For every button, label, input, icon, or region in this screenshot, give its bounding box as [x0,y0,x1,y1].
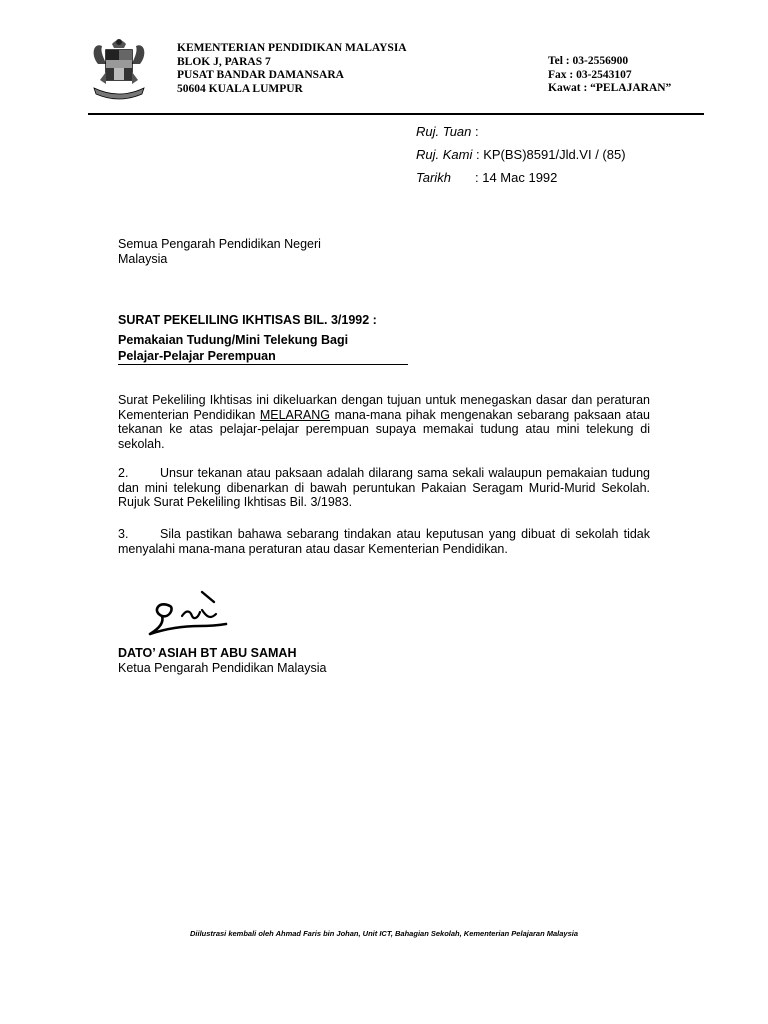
subject-underline [118,364,408,365]
subject-line: Pemakaian Tudung/Mini Telekung Bagi [118,333,349,347]
signature [140,586,230,640]
ref-value: : KP(BS)8591/Jld.VI / (85) [472,147,626,162]
paragraph-text: Sila pastikan bahawa sebarang tindakan atau keputusan yang dibuat di sekolah tidak menyalahi mana-mana peraturan atau dasar Kementerian Pendidikan. [118,527,650,556]
paragraph-number: 3. [118,527,129,541]
paragraph-text: mana-mana pihak mengenakan sebarang paksaan atau tekanan ke atas pelajar-pelajar perempuan supaya memakai tudung atau mini telekung di sekolah. [118,407,650,451]
recipient-line: Semua Pengarah Pendidikan Negeri [118,237,321,251]
subject-line: Pelajar-Pelajar Perempuan [118,349,276,363]
paragraph-3 [118,527,650,556]
ref-your-reference [416,124,479,139]
paragraph-2 [118,466,650,510]
signatory-block [118,646,326,676]
ministry-address [177,42,407,96]
circular-title: SURAT PEKELILING IKHTISAS BIL. 3/1992 : [118,313,377,327]
ref-our-reference [416,147,626,162]
subject-block [118,312,377,364]
ref-label: Ruj. Kami [416,147,473,162]
recipient-block [118,237,321,266]
recipient-line: Malaysia [118,251,168,266]
paragraph-1 [118,393,650,451]
paragraph-text: Surat Pekeliling Ikhtisas ini dikeluarkan dengan tujuan untuk menegaskan dasar dan peraturan Kementerian Pendidikan [118,393,650,422]
ref-label: Ruj. Tuan [416,124,472,139]
address-line: KEMENTERIAN PENDIDIKAN MALAYSIA [177,42,407,54]
footer-credit: Diilustrasi kembali oleh Ahmad Faris bin Johan, Unit ICT, Bahagian Sekolah, Kementerian Pelajaran Malaysia [189,929,579,938]
ref-label: Tarikh [416,170,451,185]
header-divider [88,113,704,115]
emphasis-text: MELARANG [259,407,331,422]
paragraph-number: 2. [118,466,129,480]
contact-info [548,55,671,96]
ref-date [416,170,557,185]
address-line: 50604 KUALA LUMPUR [177,82,303,95]
ref-value: : 14 Mac 1992 [475,170,558,185]
telegram-address: Kawat : “PELAJARAN” [548,82,672,94]
phone-number: Tel : 03-2556900 [548,55,629,67]
signatory-name: DATO’ ASIAH BT ABU SAMAH [118,646,297,660]
fax-number: Fax : 03-2543107 [548,68,632,81]
coat-of-arms-logo [88,34,150,104]
signatory-title: Ketua Pengarah Pendidikan Malaysia [118,661,327,675]
ref-value: : [471,124,479,139]
address-line: BLOK J, PARAS 7 [177,55,271,68]
address-line: PUSAT BANDAR DAMANSARA [177,69,344,81]
paragraph-text: Unsur tekanan atau paksaan adalah dilarang sama sekali walaupun pemakaian tudung dan mini telekung dibenarkan di bawah peruntukan Pakaian Seragam Murid-Murid Sekolah. Rujuk Surat Pekeliling Ikhtisas Bil. 3/1983. [118,466,650,509]
